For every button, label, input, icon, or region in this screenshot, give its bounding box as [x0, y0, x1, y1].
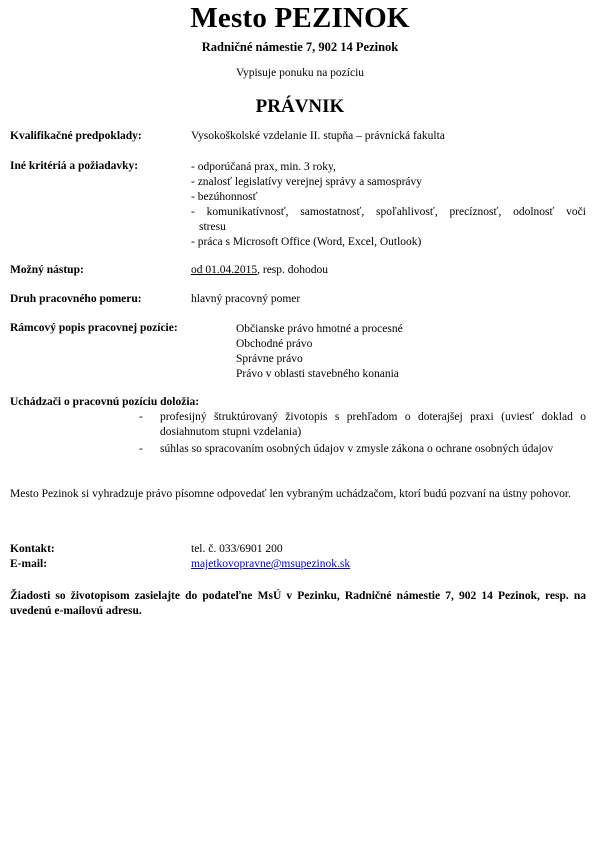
town-address: Radničné námestie 7, 902 14 Pezinok	[201, 40, 399, 54]
submission-instructions: Žiadosti so životopisom zasielajte do podateľne MsÚ v Pezinku, Radničné námestie 7, 902 14 Pezinok, resp. na uvedenú e-mailovú adresu.	[10, 590, 586, 617]
employment-value: hlavný pracovný pomer	[191, 293, 301, 305]
email-label: E-mail:	[10, 558, 48, 570]
applicants-item-text: profesijný štruktúrovaný životopis s prehľadom o doterajšej praxi (uviesť doklad o dosiahnutom stupni vzdelania)	[160, 411, 586, 438]
criteria-label: Iné kritériá a požiadavky:	[10, 160, 139, 172]
contact-phone: tel. č. 033/6901 200	[191, 543, 283, 555]
offer-intro: Vypisuje ponuku na pozíciu	[235, 67, 365, 79]
description-item: Občianske právo hmotné a procesné	[236, 323, 403, 335]
list-dash: -	[139, 411, 143, 423]
selection-note: Mesto Pezinok si vyhradzuje právo písomne odpovedať len vybraným uchádzačom, ktorí budú pozvaní na ústny pohovor.	[10, 488, 571, 500]
description-item: Právo v oblasti stavebného konania	[236, 368, 399, 380]
criteria-item: - komunikatívnosť, samostatnosť, spoľahlivosť, precíznosť, odolnosť voči	[191, 206, 586, 218]
criteria-list	[191, 160, 586, 250]
description-item: Obchodné právo	[236, 338, 313, 350]
applicants-list	[139, 410, 586, 457]
description-item: Správne právo	[236, 353, 303, 365]
applicants-item-text: súhlas so spracovaním osobných údajov v zmysle zákona o ochrane osobných údajov	[160, 443, 554, 455]
description-label: Rámcový popis pracovnej pozície:	[10, 322, 178, 334]
email-link[interactable]: majetkovopravne@msupezinok.sk	[191, 558, 351, 570]
start-value	[191, 264, 328, 276]
start-label: Možný nástup:	[10, 264, 84, 276]
qualification-label: Kvalifikačné predpoklady:	[10, 130, 142, 142]
start-date: od 01.04.2015	[191, 264, 258, 276]
applicants-item	[139, 442, 586, 457]
description-list	[236, 322, 403, 382]
list-dash: -	[139, 443, 143, 455]
start-rest: , resp. dohodou	[257, 264, 329, 276]
criteria-item: - práca s Microsoft Office (Word, Excel, Outlook)	[191, 236, 422, 248]
criteria-item: stresu	[199, 221, 226, 233]
qualification-value: Vysokoškolské vzdelanie II. stupňa – právnická fakulta	[191, 130, 445, 142]
contact-label: Kontakt:	[10, 543, 55, 555]
applicants-item	[139, 410, 586, 439]
position-title: PRÁVNIK	[255, 96, 345, 117]
criteria-item: - odporúčaná prax, min. 3 roky,	[191, 161, 336, 173]
employment-label: Druh pracovného pomeru:	[10, 293, 142, 305]
criteria-item: - bezúhonnosť	[191, 191, 258, 203]
applicants-label: Uchádzači o pracovnú pozíciu doložia:	[10, 396, 200, 408]
criteria-item: - znalosť legislatívy verejnej správy a samosprávy	[191, 176, 423, 188]
page-title: Mesto PEZINOK	[190, 2, 410, 34]
